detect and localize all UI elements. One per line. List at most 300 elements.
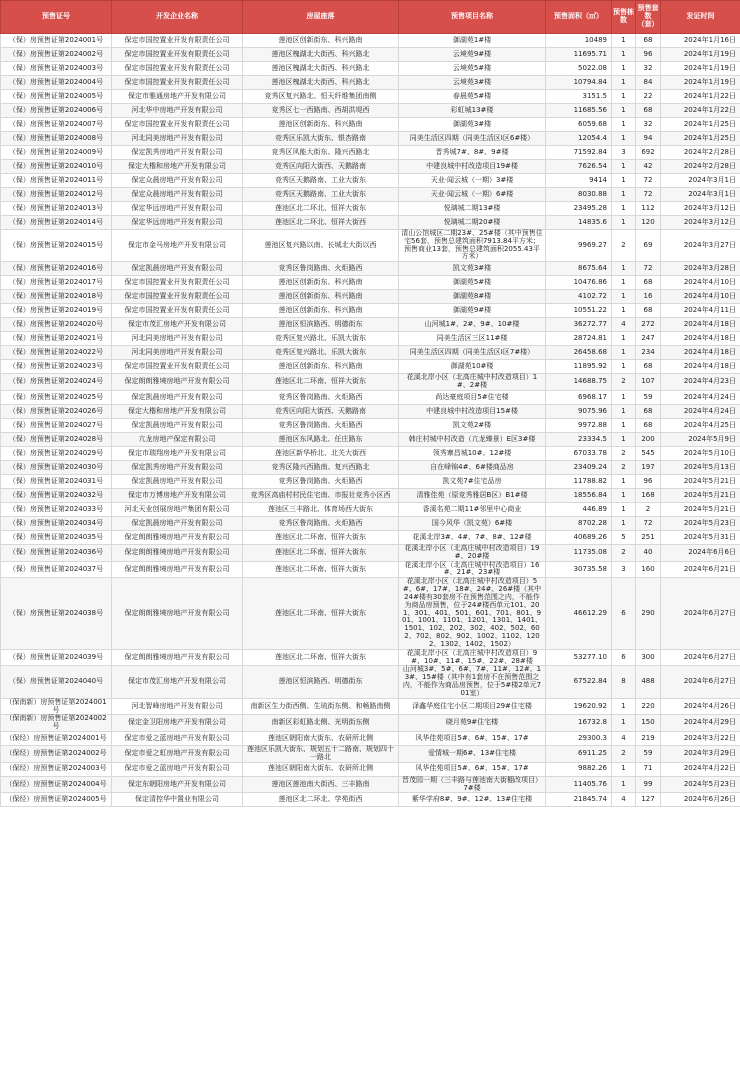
presale-area-cell: 11405.76 xyxy=(546,776,612,793)
unit-count-cell: 68 xyxy=(636,104,661,118)
presale-area-cell: 67522.84 xyxy=(546,666,612,698)
presale-area-cell: 14835.6 xyxy=(546,216,612,230)
presale-area-cell: 19620.92 xyxy=(546,698,612,715)
presale-area-cell: 67033.78 xyxy=(546,446,612,460)
issue-date-cell: 2024年1月19日 xyxy=(661,48,740,62)
permit-number-cell: （保）房预售证第2024036号 xyxy=(1,544,112,561)
permit-number-cell: （保南新）房预售证第2024002号 xyxy=(1,715,112,732)
issue-date-cell: 2024年6月27日 xyxy=(661,666,740,698)
unit-count-cell: 127 xyxy=(636,793,661,807)
table-row xyxy=(1,502,740,516)
table-row xyxy=(1,262,740,276)
building-count-cell: 1 xyxy=(612,216,636,230)
project-name-cell: 云境苑3#楼 xyxy=(399,76,546,90)
header-row xyxy=(1,1,740,34)
developer-cell: 保定华远房地产开发有限公司 xyxy=(112,216,243,230)
issue-date-cell: 2024年2月28日 xyxy=(661,146,740,160)
developer-cell: 保定市国控置业开发有限责任公司 xyxy=(112,290,243,304)
presale-area-cell: 26458.68 xyxy=(546,346,612,360)
issue-date-cell: 2024年5月21日 xyxy=(661,488,740,502)
presale-area-cell: 40689.26 xyxy=(546,530,612,544)
building-count-cell: 1 xyxy=(612,360,636,374)
unit-count-cell: 71 xyxy=(636,762,661,776)
building-count-cell: 1 xyxy=(612,390,636,404)
developer-cell: 保定市国控置业开发有限责任公司 xyxy=(112,62,243,76)
table-row xyxy=(1,776,740,793)
presale-area-cell: 9969.27 xyxy=(546,230,612,262)
project-name-cell: 晋茂园一期（三丰路与莲池南大街棚改项目）7#楼 xyxy=(399,776,546,793)
location-cell: 莲池区创新街东、科兴路南 xyxy=(243,34,399,48)
permit-number-cell: （保经）房预售证第2024003号 xyxy=(1,762,112,776)
location-cell: 莲池区北二环北、学苑街西 xyxy=(243,793,399,807)
presale-area-cell: 16732.8 xyxy=(546,715,612,732)
building-count-cell: 1 xyxy=(612,698,636,715)
table-row xyxy=(1,460,740,474)
developer-cell: 亢龙房地产保定有限公司 xyxy=(112,432,243,446)
table-row xyxy=(1,304,740,318)
building-count-cell: 1 xyxy=(612,776,636,793)
presale-area-cell: 6968.17 xyxy=(546,390,612,404)
location-cell: 竞秀区鲁岗路南、火炬路西 xyxy=(243,474,399,488)
location-cell: 莲池区新华桥北、北关大街西 xyxy=(243,446,399,460)
developer-cell: 保定大楷和房地产开发有限公司 xyxy=(112,160,243,174)
project-name-cell: 花溪北岸3#、4#、7#、8#、12#楼 xyxy=(399,530,546,544)
presale-area-cell: 9414 xyxy=(546,174,612,188)
table-row xyxy=(1,544,740,561)
developer-cell: 保定市国控置业开发有限责任公司 xyxy=(112,118,243,132)
column-header: 预售套数（套） xyxy=(636,1,661,34)
presale-area-cell: 46612.29 xyxy=(546,578,612,649)
project-name-cell: 天业·闻云城（一期）3#楼 xyxy=(399,174,546,188)
project-name-cell: 清雅佳苑（原竞秀雅居B区）B1#楼 xyxy=(399,488,546,502)
presale-area-cell: 28724.81 xyxy=(546,332,612,346)
presale-area-cell: 36272.77 xyxy=(546,318,612,332)
unit-count-cell: 220 xyxy=(636,698,661,715)
developer-cell: 保定凯晨房地产开发有限公司 xyxy=(112,390,243,404)
building-count-cell: 1 xyxy=(612,332,636,346)
building-count-cell: 1 xyxy=(612,432,636,446)
presale-area-cell: 3151.5 xyxy=(546,90,612,104)
permit-number-cell: （保）房预售证第2024013号 xyxy=(1,202,112,216)
permit-number-cell: （保）房预售证第2024019号 xyxy=(1,304,112,318)
presale-area-cell: 23495.28 xyxy=(546,202,612,216)
location-cell: 莲池区北二环北、恒祥大街西 xyxy=(243,216,399,230)
permit-number-cell: （保）房预售证第2024035号 xyxy=(1,530,112,544)
unit-count-cell: 300 xyxy=(636,649,661,666)
issue-date-cell: 2024年4月22日 xyxy=(661,762,740,776)
building-count-cell: 1 xyxy=(612,118,636,132)
permit-number-cell: （保）房预售证第2024020号 xyxy=(1,318,112,332)
presale-area-cell: 7626.54 xyxy=(546,160,612,174)
presale-area-cell: 11895.92 xyxy=(546,360,612,374)
table-row xyxy=(1,732,740,746)
table-row xyxy=(1,374,740,391)
developer-cell: 保定朗朗雅境房地产开发有限公司 xyxy=(112,544,243,561)
permit-number-cell: （保）房预售证第2024018号 xyxy=(1,290,112,304)
building-count-cell: 1 xyxy=(612,290,636,304)
project-name-cell: 花溪北岸小区（北高庄城中村改造项目）5#、6#、17#、18#、24#、26#楼（其中24#楼有30套房不在预售范围之内，不能作为商品房预售，位于24#楼西单元101、201、301、401、501、601、701、801、901、1001、1101、1201、1301、1401、1501、102、202、302、402、502、602、702、802、902、1002、1102、1202、1302、1402、1502） xyxy=(399,578,546,649)
issue-date-cell: 2024年4月25日 xyxy=(661,418,740,432)
location-cell: 莲池区北二环南、恒祥大街东 xyxy=(243,530,399,544)
unit-count-cell: 247 xyxy=(636,332,661,346)
location-cell: 竞秀区七一西路南、西胡洪堤西 xyxy=(243,104,399,118)
presale-area-cell: 9075.96 xyxy=(546,404,612,418)
building-count-cell: 2 xyxy=(612,230,636,262)
presale-area-cell: 53277.10 xyxy=(546,649,612,666)
permit-number-cell: （保）房预售证第2024017号 xyxy=(1,276,112,290)
project-name-cell: 风华佳苑项目5#、6#、15#、17# xyxy=(399,762,546,776)
project-name-cell: 花溪北岸小区（北高庄城中村改造项目）16#、21#、23#楼 xyxy=(399,561,546,578)
table-row xyxy=(1,174,740,188)
unit-count-cell: 72 xyxy=(636,516,661,530)
issue-date-cell: 2024年4月29日 xyxy=(661,715,740,732)
unit-count-cell: 545 xyxy=(636,446,661,460)
issue-date-cell: 2024年5月21日 xyxy=(661,474,740,488)
building-count-cell: 2 xyxy=(612,746,636,763)
issue-date-cell: 2024年4月18日 xyxy=(661,360,740,374)
developer-cell: 保定市爱之蓝房地产开发有限公司 xyxy=(112,732,243,746)
developer-cell: 保定朗朗雅境房地产开发有限公司 xyxy=(112,578,243,649)
project-name-cell: 云境苑9#楼 xyxy=(399,48,546,62)
location-cell: 莲池区朝阳南大街东、农研所北侧 xyxy=(243,732,399,746)
permit-number-cell: （保）房预售证第2024027号 xyxy=(1,418,112,432)
project-name-cell: 凯文苑7#住宅品房 xyxy=(399,474,546,488)
project-name-cell: 春晨苑5#楼 xyxy=(399,90,546,104)
presale-area-cell: 10551.22 xyxy=(546,304,612,318)
building-count-cell: 1 xyxy=(612,715,636,732)
issue-date-cell: 2024年6月27日 xyxy=(661,578,740,649)
permit-number-cell: （保）房预售证第2024021号 xyxy=(1,332,112,346)
column-header: 房屋座落 xyxy=(243,1,399,34)
issue-date-cell: 2024年4月24日 xyxy=(661,404,740,418)
unit-count-cell: 290 xyxy=(636,578,661,649)
project-name-cell: 风华佳苑项目5#、6#、15#、17# xyxy=(399,732,546,746)
permit-number-cell: （保）房预售证第2024024号 xyxy=(1,374,112,391)
location-cell: 莲池区槐湖北大街西、科兴路北 xyxy=(243,48,399,62)
project-name-cell: 韩庄村城中村改造（亢龙臻景）E区3#楼 xyxy=(399,432,546,446)
unit-count-cell: 200 xyxy=(636,432,661,446)
building-count-cell: 1 xyxy=(612,160,636,174)
unit-count-cell: 32 xyxy=(636,118,661,132)
issue-date-cell: 2024年3月1日 xyxy=(661,188,740,202)
location-cell: 竞秀区向阳大街西、天鹅路南 xyxy=(243,404,399,418)
permit-number-cell: （保）房预售证第2024016号 xyxy=(1,262,112,276)
permit-number-cell: （保）房预售证第2024011号 xyxy=(1,174,112,188)
developer-cell: 保定市国控置业开发有限责任公司 xyxy=(112,304,243,318)
project-name-cell: 山河城3#、5#、6#、7#、11#、12#、13#、15#楼（其中有1套房不在预售范围之内，不能作为商品房预售，位于5#楼2单元701室） xyxy=(399,666,546,698)
location-cell: 莲池区朝阳南大街东、农研所北侧 xyxy=(243,762,399,776)
unit-count-cell: 251 xyxy=(636,530,661,544)
project-name-cell: 凯文苑3#楼 xyxy=(399,262,546,276)
permit-number-cell: （保）房预售证第2024003号 xyxy=(1,62,112,76)
developer-cell: 保定市国控置业开发有限责任公司 xyxy=(112,360,243,374)
developer-cell: 保定东朝阳房地产开发有限公司 xyxy=(112,776,243,793)
project-name-cell: 花溪北岸小区（北高庄城中村改造项目）9#、10#、11#、15#、22#、28#楼 xyxy=(399,649,546,666)
presale-area-cell: 11735.08 xyxy=(546,544,612,561)
building-count-cell: 1 xyxy=(612,762,636,776)
unit-count-cell: 68 xyxy=(636,276,661,290)
building-count-cell: 1 xyxy=(612,488,636,502)
presale-area-cell: 9882.26 xyxy=(546,762,612,776)
developer-cell: 保定市万博房地产开发有限公司 xyxy=(112,488,243,502)
presale-area-cell: 12054.4 xyxy=(546,132,612,146)
permit-number-cell: （保）房预售证第2024012号 xyxy=(1,188,112,202)
issue-date-cell: 2024年4月24日 xyxy=(661,390,740,404)
presale-area-cell: 9972.88 xyxy=(546,418,612,432)
issue-date-cell: 2024年1月25日 xyxy=(661,118,740,132)
building-count-cell: 3 xyxy=(612,146,636,160)
unit-count-cell: 234 xyxy=(636,346,661,360)
permit-number-cell: （保）房预售证第2024007号 xyxy=(1,118,112,132)
building-count-cell: 2 xyxy=(612,460,636,474)
location-cell: 竞秀区鲁岗路南、火炬路西 xyxy=(243,516,399,530)
issue-date-cell: 2024年4月26日 xyxy=(661,698,740,715)
issue-date-cell: 2024年1月25日 xyxy=(661,132,740,146)
building-count-cell: 6 xyxy=(612,649,636,666)
project-name-cell: 自在峰锦4#、6#楼商品房 xyxy=(399,460,546,474)
developer-cell: 保定众晨房地产开发有限公司 xyxy=(112,174,243,188)
unit-count-cell: 72 xyxy=(636,188,661,202)
project-name-cell: 悦璃城二期20#楼 xyxy=(399,216,546,230)
presale-area-cell: 11695.71 xyxy=(546,48,612,62)
building-count-cell: 1 xyxy=(612,132,636,146)
project-name-cell: 香溪名苑二期11#邻里中心商业 xyxy=(399,502,546,516)
issue-date-cell: 2024年3月1日 xyxy=(661,174,740,188)
issue-date-cell: 2024年5月31日 xyxy=(661,530,740,544)
project-name-cell: 晓月苑9#住宅楼 xyxy=(399,715,546,732)
building-count-cell: 4 xyxy=(612,318,636,332)
table-row xyxy=(1,104,740,118)
building-count-cell: 3 xyxy=(612,561,636,578)
table-row xyxy=(1,530,740,544)
permit-number-cell: （保）房预售证第2024009号 xyxy=(1,146,112,160)
table-row xyxy=(1,578,740,649)
building-count-cell: 1 xyxy=(612,304,636,318)
permit-number-cell: （保经）房预售证第2024001号 xyxy=(1,732,112,746)
location-cell: 竞秀区乐凯大街东、银杏路南 xyxy=(243,132,399,146)
table-row xyxy=(1,90,740,104)
unit-count-cell: 59 xyxy=(636,746,661,763)
presale-area-cell: 6911.25 xyxy=(546,746,612,763)
permit-number-cell: （保）房预售证第2024001号 xyxy=(1,34,112,48)
unit-count-cell: 692 xyxy=(636,146,661,160)
unit-count-cell: 32 xyxy=(636,62,661,76)
issue-date-cell: 2024年4月11日 xyxy=(661,304,740,318)
issue-date-cell: 2024年4月18日 xyxy=(661,318,740,332)
table-row xyxy=(1,446,740,460)
location-cell: 竞秀区隆兴西路南、复兴西路北 xyxy=(243,460,399,474)
unit-count-cell: 99 xyxy=(636,776,661,793)
table-row xyxy=(1,715,740,732)
building-count-cell: 1 xyxy=(612,474,636,488)
issue-date-cell: 2024年5月13日 xyxy=(661,460,740,474)
table-row xyxy=(1,698,740,715)
issue-date-cell: 2024年2月28日 xyxy=(661,160,740,174)
issue-date-cell: 2024年6月27日 xyxy=(661,649,740,666)
project-name-cell: 御湖苑10#楼 xyxy=(399,360,546,374)
presale-area-cell: 5022.08 xyxy=(546,62,612,76)
location-cell: 莲池区北二环南、恒祥大街东 xyxy=(243,578,399,649)
issue-date-cell: 2024年1月19日 xyxy=(661,76,740,90)
project-name-cell: 晋秀城7#、8#、9#楼 xyxy=(399,146,546,160)
unit-count-cell: 68 xyxy=(636,304,661,318)
developer-cell: 保定市瑞翔房地产开发有限公司 xyxy=(112,446,243,460)
unit-count-cell: 120 xyxy=(636,216,661,230)
building-count-cell: 1 xyxy=(612,174,636,188)
project-name-cell: 中建良城中村改造项目19#楼 xyxy=(399,160,546,174)
presale-area-cell: 10794.84 xyxy=(546,76,612,90)
project-name-cell: 爱情城一期6#、13#住宅楼 xyxy=(399,746,546,763)
presale-area-cell: 23409.24 xyxy=(546,460,612,474)
project-name-cell: 悦璃城二期13#楼 xyxy=(399,202,546,216)
developer-cell: 保定市茂汇房地产开发有限公司 xyxy=(112,666,243,698)
unit-count-cell: 22 xyxy=(636,90,661,104)
location-cell: 莲池区东风路北、任庄路东 xyxy=(243,432,399,446)
developer-cell: 保定凯晨房地产开发有限公司 xyxy=(112,516,243,530)
table-row xyxy=(1,649,740,666)
permit-number-cell: （保）房预售证第2024002号 xyxy=(1,48,112,62)
table-row xyxy=(1,276,740,290)
developer-cell: 河北天业创展房地产集团有限公司 xyxy=(112,502,243,516)
table-row xyxy=(1,290,740,304)
table-row xyxy=(1,360,740,374)
unit-count-cell: 40 xyxy=(636,544,661,561)
building-count-cell: 1 xyxy=(612,34,636,48)
location-cell: 竞秀区鲁岗路南、火炬路西 xyxy=(243,390,399,404)
location-cell: 莲池区创新街东、科兴路南 xyxy=(243,118,399,132)
location-cell: 莲池区创新街东、科兴路南 xyxy=(243,304,399,318)
unit-count-cell: 16 xyxy=(636,290,661,304)
presale-area-cell: 6059.68 xyxy=(546,118,612,132)
location-cell: 竞秀区鲁岗路南、火炬路西 xyxy=(243,262,399,276)
permit-number-cell: （保）房预售证第2024038号 xyxy=(1,578,112,649)
project-name-cell: 天业·闻云城（一期）6#楼 xyxy=(399,188,546,202)
building-count-cell: 1 xyxy=(612,104,636,118)
project-name-cell: 同美生活区四期（同美生活区Ⅰ区7#楼） xyxy=(399,346,546,360)
developer-cell: 保定凯晨房地产开发有限公司 xyxy=(112,262,243,276)
permit-number-cell: （保）房预售证第2024029号 xyxy=(1,446,112,460)
permit-number-cell: （保）房预售证第2024039号 xyxy=(1,649,112,666)
permit-number-cell: （保）房预售证第2024025号 xyxy=(1,390,112,404)
developer-cell: 保定清控华中置业有限公司 xyxy=(112,793,243,807)
table-row xyxy=(1,404,740,418)
table-row xyxy=(1,793,740,807)
unit-count-cell: 59 xyxy=(636,390,661,404)
developer-cell: 保定市爱之虹房地产开发有限公司 xyxy=(112,746,243,763)
issue-date-cell: 2024年5月23日 xyxy=(661,776,740,793)
building-count-cell: 1 xyxy=(612,404,636,418)
location-cell: 莲池区创新街东、科兴路南 xyxy=(243,360,399,374)
permit-number-cell: （保）房预售证第2024004号 xyxy=(1,76,112,90)
developer-cell: 保定市国控置业开发有限责任公司 xyxy=(112,76,243,90)
permit-number-cell: （保）房预售证第2024005号 xyxy=(1,90,112,104)
unit-count-cell: 72 xyxy=(636,262,661,276)
building-count-cell: 1 xyxy=(612,516,636,530)
table-row xyxy=(1,762,740,776)
column-header: 预售项目名称 xyxy=(399,1,546,34)
project-name-cell: 御湖苑8#楼 xyxy=(399,290,546,304)
building-count-cell: 2 xyxy=(612,374,636,391)
issue-date-cell: 2024年4月10日 xyxy=(661,290,740,304)
location-cell: 莲池区创新街东、科兴路南 xyxy=(243,276,399,290)
permit-number-cell: （保）房预售证第2024037号 xyxy=(1,561,112,578)
project-name-cell: 中建良城中村改造项目15#楼 xyxy=(399,404,546,418)
building-count-cell: 1 xyxy=(612,188,636,202)
location-cell: 莲池区恒滨路西、明德街东 xyxy=(243,666,399,698)
table-row xyxy=(1,146,740,160)
building-count-cell: 1 xyxy=(612,62,636,76)
project-name-cell: 凯文苑2#楼 xyxy=(399,418,546,432)
building-count-cell: 6 xyxy=(612,578,636,649)
developer-cell: 保定大楷和房地产开发有限公司 xyxy=(112,404,243,418)
location-cell: 竞秀区向阳大街西、天鹅路南 xyxy=(243,160,399,174)
table-row xyxy=(1,432,740,446)
location-cell: 竞秀区复兴路北、恒天纤维集团南侧 xyxy=(243,90,399,104)
permit-number-cell: （保）房预售证第2024033号 xyxy=(1,502,112,516)
unit-count-cell: 96 xyxy=(636,474,661,488)
presale-area-cell: 18556.84 xyxy=(546,488,612,502)
issue-date-cell: 2024年5月9日 xyxy=(661,432,740,446)
developer-cell: 保定市国控置业开发有限责任公司 xyxy=(112,34,243,48)
presale-area-cell: 29300.3 xyxy=(546,732,612,746)
table-header xyxy=(1,1,740,34)
column-header: 开发企业名称 xyxy=(112,1,243,34)
unit-count-cell: 68 xyxy=(636,404,661,418)
issue-date-cell: 2024年3月12日 xyxy=(661,216,740,230)
presale-area-cell: 10489 xyxy=(546,34,612,48)
presale-area-cell: 8702.28 xyxy=(546,516,612,530)
developer-cell: 保定凯晨房地产开发有限公司 xyxy=(112,418,243,432)
location-cell: 竞秀区风能大街东、隆兴西路北 xyxy=(243,146,399,160)
presale-area-cell: 71592.84 xyxy=(546,146,612,160)
location-cell: 竞秀区复兴路北、乐凯大街东 xyxy=(243,346,399,360)
table-row xyxy=(1,561,740,578)
permit-number-cell: （保）房预售证第2024032号 xyxy=(1,488,112,502)
unit-count-cell: 69 xyxy=(636,230,661,262)
developer-cell: 保定市茂汇房地产开发有限公司 xyxy=(112,318,243,332)
table-row xyxy=(1,666,740,698)
table-row xyxy=(1,230,740,262)
building-count-cell: 2 xyxy=(612,446,636,460)
unit-count-cell: 168 xyxy=(636,488,661,502)
table-row xyxy=(1,746,740,763)
project-name-cell: 清山公馆城区二期23#、25#楼（其中预售住宅56套，预售总建筑面积7913.84平方米；预售商业13套，预售总建筑面积2055.43平方米） xyxy=(399,230,546,262)
developer-cell: 河北同美房地产开发有限公司 xyxy=(112,332,243,346)
column-header: 预售栋数 xyxy=(612,1,636,34)
unit-count-cell: 42 xyxy=(636,160,661,174)
permit-number-cell: （保经）房预售证第2024005号 xyxy=(1,793,112,807)
unit-count-cell: 160 xyxy=(636,561,661,578)
location-cell: 莲池区北二环南、恒祥大街东 xyxy=(243,544,399,561)
presale-area-cell: 446.89 xyxy=(546,502,612,516)
developer-cell: 保定金卫阳房地产开发有限公司 xyxy=(112,715,243,732)
permit-number-cell: （保经）房预售证第2024002号 xyxy=(1,746,112,763)
building-count-cell: 1 xyxy=(612,502,636,516)
project-name-cell: 国今风华（凯文苑）6#楼 xyxy=(399,516,546,530)
developer-cell: 保定朗朗雅境房地产开发有限公司 xyxy=(112,530,243,544)
location-cell: 莲池区槐湖北大街西、科兴路北 xyxy=(243,62,399,76)
unit-count-cell: 2 xyxy=(636,502,661,516)
building-count-cell: 1 xyxy=(612,262,636,276)
presale-area-cell: 21845.74 xyxy=(546,793,612,807)
developer-cell: 保定市国控置业开发有限责任公司 xyxy=(112,48,243,62)
unit-count-cell: 488 xyxy=(636,666,661,698)
table-row xyxy=(1,202,740,216)
location-cell: 南新区彩虹路北侧、光明街东侧 xyxy=(243,715,399,732)
building-count-cell: 1 xyxy=(612,76,636,90)
location-cell: 莲池区创新街东、科兴路南 xyxy=(243,290,399,304)
developer-cell: 保定凯晨房地产开发有限公司 xyxy=(112,474,243,488)
